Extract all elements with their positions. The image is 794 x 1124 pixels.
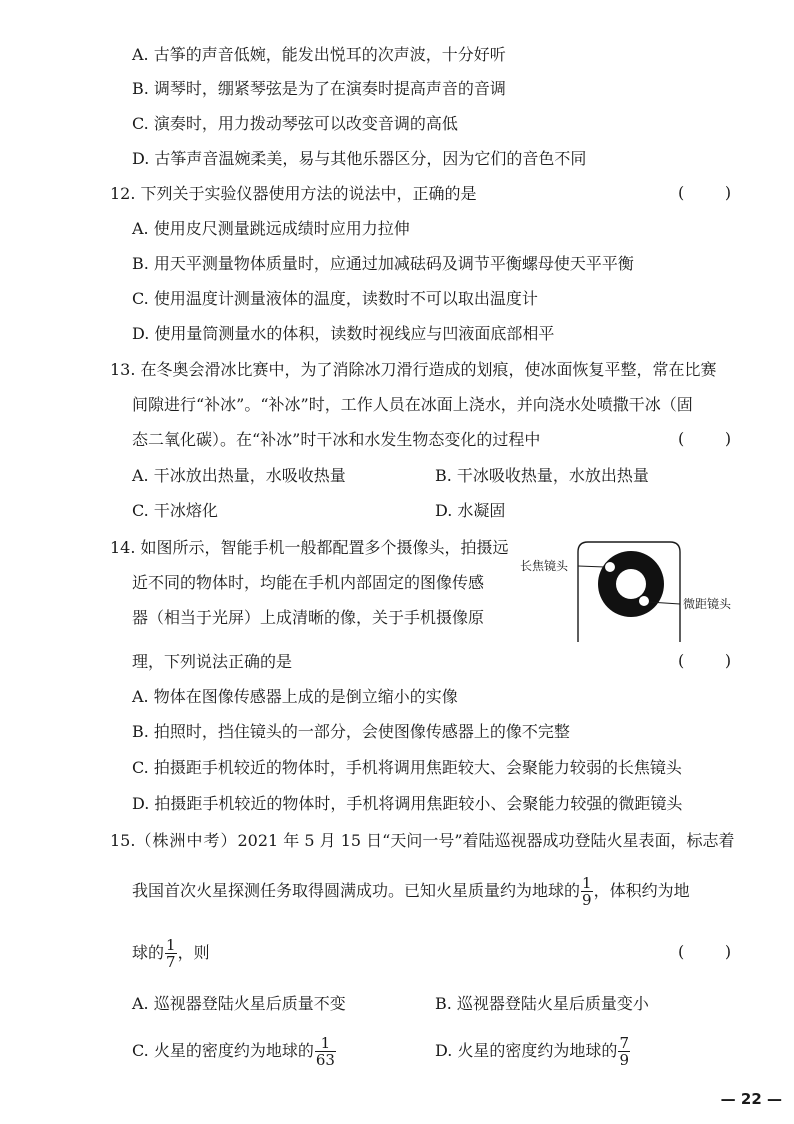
- q12-stem: 12. 下列关于实验仪器使用方法的说法中，正确的是: [110, 184, 477, 203]
- volume-ratio-fraction: $\frac{1}{7}$: [166, 936, 176, 971]
- q13-option-a: A. 干冰放出热量，水吸收热量: [132, 466, 346, 485]
- macro-lens-label: 微距镜头: [683, 597, 732, 611]
- q15-stem-line2: [132, 874, 690, 908]
- option-c-fraction: $\frac{1}{63}$: [315, 1034, 335, 1069]
- q14-option-c: C. 拍摄距手机较近的物体时，手机将调用焦距较大、会聚能力较弱的长焦镜头: [132, 758, 682, 777]
- q14-stem-line3: 器（相当于光屏）上成清晰的像，关于手机摄像原: [132, 608, 485, 627]
- q15-stem-line1: [110, 830, 735, 852]
- q15-option-d: [435, 1034, 631, 1068]
- mass-ratio-fraction: $\frac{1}{9}$: [582, 874, 592, 909]
- q15-stem-line2-pre: 我国首次火星探测任务取得圆满成功。已知火星质量约为地球的: [132, 881, 581, 900]
- telephoto-lens-icon: [605, 562, 616, 573]
- q12-option-b: B. 用天平测量物体质量时，应通过加减砝码及调节平衡螺母使天平平衡: [132, 254, 634, 273]
- q13-option-d: D. 水凝固: [435, 501, 506, 520]
- q15-answer-paren[interactable]: ( ): [678, 942, 732, 961]
- q15-stem-line3-pre: 球的: [132, 943, 165, 962]
- q12-option-a: A. 使用皮尺测量跳远成绩时应用力拉伸: [132, 219, 410, 238]
- q14-option-b: B. 拍照时，挡住镜头的一部分，会使图像传感器上的像不完整: [132, 722, 570, 741]
- telephoto-leader-line: [578, 566, 605, 567]
- q15-stem-line3: [132, 936, 210, 970]
- q14-answer-paren[interactable]: ( ): [678, 651, 732, 670]
- q15-option-c-text: C. 火星的密度约为地球的: [132, 1041, 314, 1060]
- q15-stem-line3-post: ，则: [177, 943, 210, 962]
- q15-option-b: B. 巡视器登陆火星后质量变小: [435, 994, 649, 1013]
- q14-option-a: A. 物体在图像传感器上成的是倒立缩小的实像: [132, 687, 458, 706]
- q13-stem-line3: 态二氧化碳）。在“补冰”时干冰和水发生物态变化的过程中: [132, 430, 541, 449]
- q13-stem-line2: 间隙进行“补冰”。“补冰”时，工作人员在冰面上浇水，并向浇水处喷撒干冰（固: [132, 395, 693, 414]
- q12-option-c: C. 使用温度计测量液体的温度，读数时不可以取出温度计: [132, 289, 538, 308]
- q15-option-d-text: D. 火星的密度约为地球的: [435, 1041, 618, 1060]
- q15-number: 15.: [110, 831, 136, 850]
- q14-stem-line2: 近不同的物体时，均能在手机内部固定的图像传感: [132, 573, 485, 592]
- q13-option-c: C. 干冰熔化: [132, 501, 218, 520]
- main-lens-ring: [616, 569, 646, 599]
- q14-stem-line4: 理，下列说法正确的是: [132, 652, 293, 671]
- q11-option-b: B. 调琴时，绷紧琴弦是为了在演奏时提高声音的音调: [132, 79, 506, 98]
- phone-camera-figure: [520, 538, 770, 648]
- q15-option-c: [132, 1034, 337, 1068]
- q13-option-b: B. 干冰吸收热量，水放出热量: [435, 466, 649, 485]
- q13-answer-paren[interactable]: ( ): [678, 429, 732, 448]
- q11-option-c: C. 演奏时，用力拨动琴弦可以改变音调的高低: [132, 114, 458, 133]
- q15-option-a: A. 巡视器登陆火星后质量不变: [132, 994, 346, 1013]
- option-d-fraction: $\frac{7}{9}$: [619, 1034, 629, 1069]
- q14-option-d: D. 拍摄距手机较近的物体时，手机将调用焦距较小、会聚能力较强的微距镜头: [132, 794, 683, 813]
- telephoto-lens-label: 长焦镜头: [520, 559, 569, 573]
- q12-option-d: D. 使用量筒测量水的体积，读数时视线应与凹液面底部相平: [132, 324, 555, 343]
- q11-option-a: A. 古筝的声音低婉，能发出悦耳的次声波，十分好听: [132, 45, 506, 64]
- q14-stem-line1: 14. 如图所示，智能手机一般都配置多个摄像头，拍摄远: [110, 538, 509, 557]
- q13-stem-line1: 13. 在冬奥会滑冰比赛中，为了消除冰刀滑行造成的划痕，使冰面恢复平整，常在比赛: [110, 360, 717, 379]
- q11-option-d: D. 古筝声音温婉柔美，易与其他乐器区分，因为它们的音色不同: [132, 149, 587, 168]
- phone-camera-diagram: [520, 538, 770, 648]
- q12-answer-paren[interactable]: ( ): [678, 183, 732, 202]
- q15-source: （株洲中考）: [135, 831, 238, 850]
- macro-lens-icon: [639, 596, 650, 607]
- q15-stem-line1-text: 2021 年 5 月 15 日“天问一号”着陆巡视器成功登陆火星表面，标志着: [237, 831, 735, 850]
- q15-stem-line2-post: ，体积约为地: [593, 881, 690, 900]
- page-number: — 22 —: [720, 1090, 782, 1108]
